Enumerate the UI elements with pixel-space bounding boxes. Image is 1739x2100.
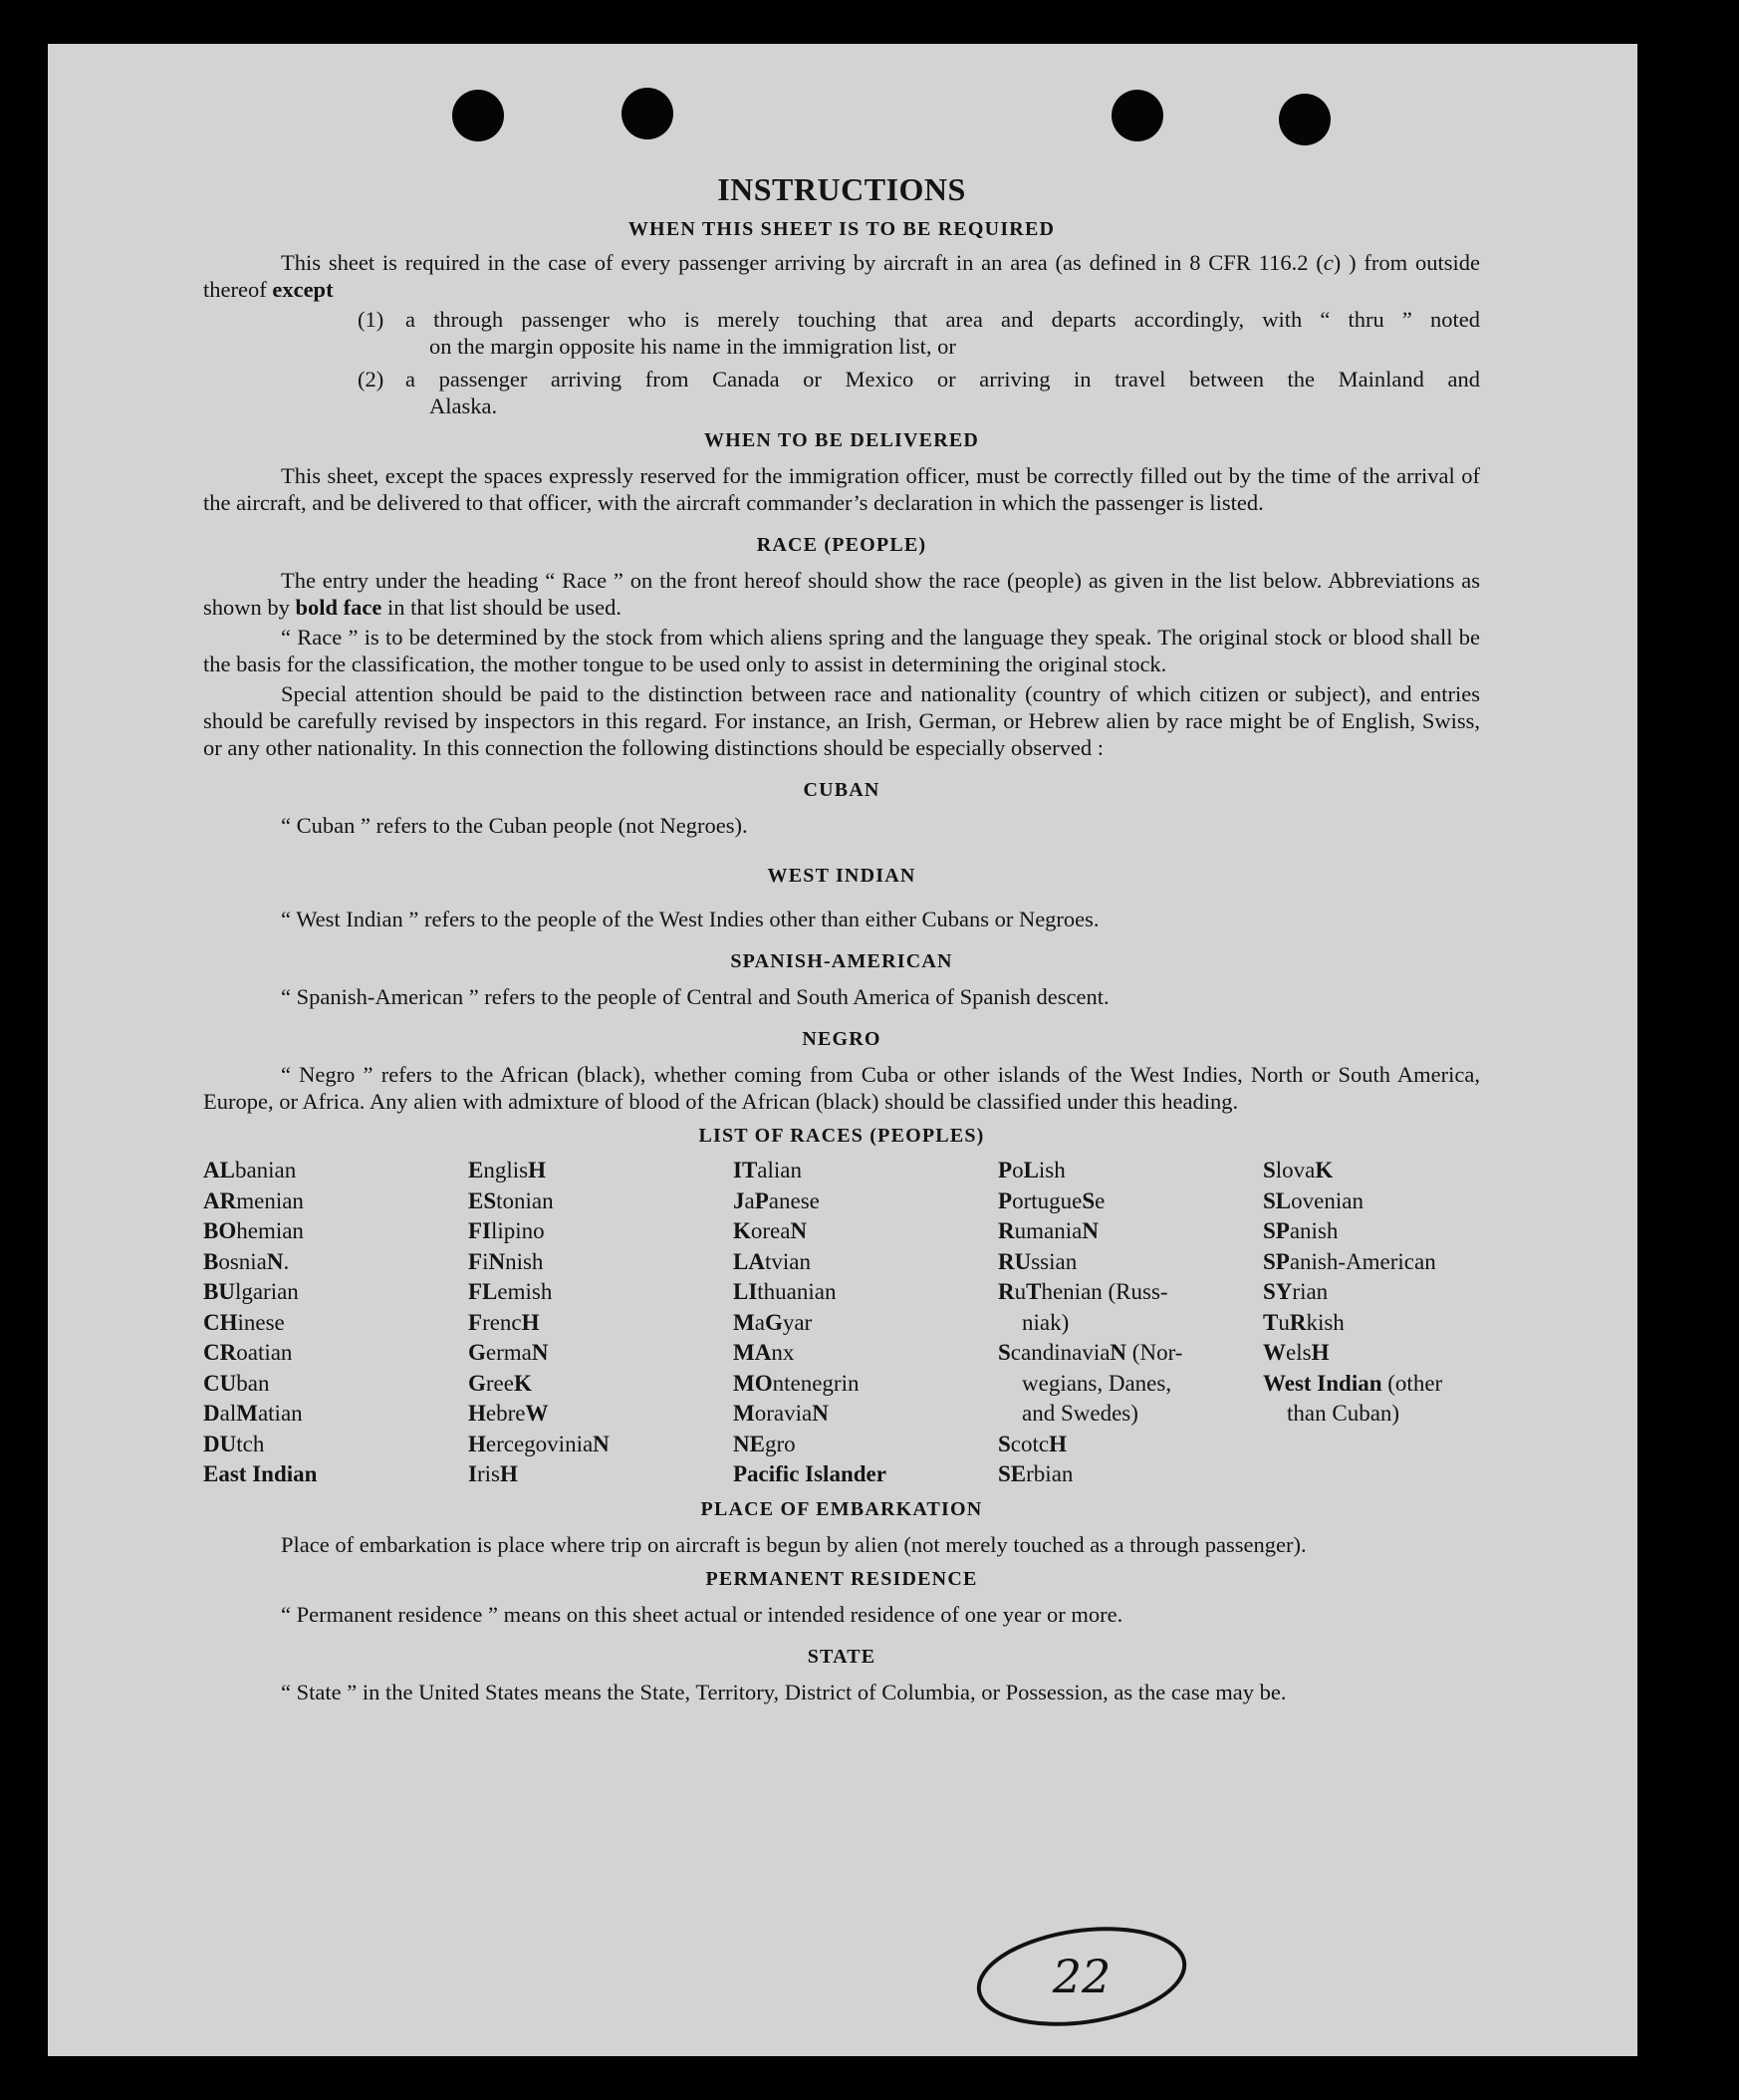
punch-hole [1112, 90, 1163, 141]
exception-text: a through passenger who is merely touching that area and departs accordingly, with “ thru ” noted [405, 307, 1480, 332]
race-entry: CHinese [203, 1309, 285, 1335]
heading-west-indian: WEST INDIAN [767, 865, 916, 887]
race-entry: ALbanian [203, 1158, 297, 1182]
heading-spanish-american: SPANISH-AMERICAN [730, 950, 953, 972]
race-entry: KoreaN [733, 1218, 808, 1243]
race-entry: MoraviaN [733, 1401, 829, 1426]
heading-when-delivered: WHEN TO BE DELIVERED [703, 429, 980, 451]
cuban-text: “ Cuban ” refers to the Cuban people (not Negroes). [281, 813, 748, 838]
race-paragraph-3: Special attention should be paid to the distinction between race and nationality (country of which citizen or subject), and entries should be carefully revised by inspectors in this regard. For instance, an Irish, German, or Hebrew alien by race might be of English, Swiss, or any other nationality. In this connection the following distinctions should be especially observed : [203, 681, 1480, 760]
race-entry: FrencH [468, 1309, 540, 1335]
race-entry: Pacific Islander [733, 1461, 886, 1486]
heading-cuban: CUBAN [803, 779, 880, 801]
race-entry: and Swedes) [1022, 1401, 1138, 1426]
race-entry: wegians, Danes, [1022, 1370, 1172, 1396]
race-entry: SPanish-American [1263, 1248, 1436, 1274]
punch-hole [621, 88, 673, 139]
races-column [1263, 1156, 1482, 1490]
exception-text: Alaska. [429, 394, 498, 418]
race-entry: DUtch [203, 1431, 265, 1456]
race-entry: IrisH [468, 1461, 518, 1486]
race-entry: RumaniaN [998, 1218, 1099, 1243]
punch-hole [1279, 94, 1331, 145]
race-entry: RuThenian (Russ- [998, 1279, 1168, 1304]
race-entry: SlovaK [1263, 1158, 1334, 1182]
race-entry: BUlgarian [203, 1279, 299, 1304]
race-paragraph-1: The entry under the heading “ Race ” on the front hereof should show the race (people) as given in the list below. Abbreviations as shown by bold face in that list should be used. [203, 568, 1480, 620]
race-entry: RUssian [998, 1248, 1078, 1274]
race-entry: GermaN [468, 1340, 549, 1365]
race-entry: PoLish [998, 1158, 1066, 1182]
races-column [203, 1156, 468, 1490]
exception-text: on the margin opposite his name in the immigration list, or [429, 334, 956, 359]
heading-state: STATE [807, 1645, 876, 1668]
race-entry: EStonian [468, 1187, 554, 1213]
race-entry: ScotcH [998, 1431, 1067, 1456]
negro-text: “ Negro ” refers to the African (black), whether coming from Cuba or other islands of the West Indies, North or South America, Europe, or Africa. Any alien with admixture of blood of the African (black) should be classified under this heading. [203, 1062, 1480, 1114]
race-entry: EnglisH [468, 1158, 546, 1182]
race-entry: NEgro [733, 1431, 796, 1456]
heading-list-of-races: LIST OF RACES (PEOPLES) [698, 1125, 985, 1147]
race-entry: TuRkish [1263, 1309, 1345, 1335]
handwritten-number: 22 [1052, 1950, 1112, 2003]
heading-when-required: WHEN THIS SHEET IS TO BE REQUIRED [627, 218, 1056, 240]
race-entry: ScandinaviaN (Nor- [998, 1340, 1183, 1365]
exception-text: a passenger arriving from Canada or Mexico or arriving in travel between the Mainland and [405, 367, 1480, 392]
race-entry: DalMatian [203, 1401, 303, 1426]
race-entry: FIlipino [468, 1218, 545, 1243]
race-entry: West Indian (other [1263, 1370, 1443, 1396]
heading-permanent-residence: PERMANENT RESIDENCE [705, 1567, 978, 1590]
state-text: “ State ” in the United States means the State, Territory, District of Columbia, or Possession, as the case may be. [281, 1679, 1287, 1705]
race-entry: GreeK [468, 1370, 532, 1396]
exception-number: (1) [358, 307, 384, 332]
punch-hole [452, 90, 504, 141]
race-entry: SLovenian [1263, 1187, 1364, 1213]
document-body [203, 171, 1480, 1708]
handwritten-circled-number [970, 1923, 1199, 2037]
race-entry: SPanish [1263, 1218, 1339, 1243]
when-delivered-text: This sheet, except the spaces expressly reserved for the immigration officer, must be correctly filled out by the time of the arrival of the aircraft, and be delivered to that officer, with the aircraft commander’s declaration in which the passenger is listed. [203, 463, 1480, 515]
race-entry: HebreW [468, 1401, 549, 1426]
exception-item [203, 366, 1480, 419]
race-entry: LIthuanian [733, 1279, 837, 1304]
race-entry: SYrian [1263, 1279, 1329, 1304]
race-entry: ARmenian [203, 1187, 304, 1213]
when-required-intro: This sheet is required in the case of every passenger arriving by aircraft in an area (as defined in 8 CFR 116.2 (c) ) from outside thereof except [203, 250, 1480, 302]
race-entry: MaGyar [733, 1309, 813, 1335]
document-title: INSTRUCTIONS [717, 171, 966, 207]
permanent-residence-text: “ Permanent residence ” means on this sheet actual or intended residence of one year or more. [281, 1601, 1123, 1627]
race-entry: WelsH [1263, 1340, 1330, 1365]
heading-place-of-embarkation: PLACE OF EMBARKATION [700, 1497, 983, 1520]
race-entry: PortugueSe [998, 1187, 1106, 1213]
races-column [468, 1156, 733, 1490]
race-entry: ITalian [733, 1158, 802, 1182]
race-entry: FLemish [468, 1279, 553, 1304]
race-entry: BOhemian [203, 1218, 304, 1243]
race-entry: East Indian [203, 1461, 318, 1486]
race-entry: MAnx [733, 1340, 795, 1365]
document-page [48, 44, 1637, 2056]
heading-race: RACE (PEOPLE) [756, 534, 927, 556]
spanish-american-text: “ Spanish-American ” refers to the people of Central and South America of Spanish descent. [281, 984, 1110, 1009]
races-column [733, 1156, 998, 1490]
race-entry: than Cuban) [1287, 1401, 1400, 1426]
race-entry: LAtvian [733, 1248, 811, 1274]
exception-item [203, 306, 1480, 360]
race-entry: CUban [203, 1370, 270, 1396]
west-indian-text: “ West Indian ” refers to the people of the West Indies other than either Cubans or Negroes. [281, 907, 1100, 931]
race-entry: FiNnish [468, 1248, 544, 1274]
circled-number-drawing [970, 1923, 1199, 2032]
race-entry: JaPanese [733, 1187, 820, 1213]
place-of-embarkation-text: Place of embarkation is place where trip on aircraft is begun by alien (not merely touched as a through passenger). [281, 1531, 1307, 1557]
heading-negro: NEGRO [802, 1028, 881, 1050]
race-entry: CRoatian [203, 1340, 293, 1365]
exception-number: (2) [358, 367, 384, 392]
race-entry: SErbian [998, 1461, 1074, 1486]
race-entry: HercegoviniaN [468, 1431, 610, 1456]
race-entry: BosniaN. [203, 1248, 290, 1274]
race-entry: MOntenegrin [733, 1370, 860, 1396]
race-paragraph-2: “ Race ” is to be determined by the stock from which aliens spring and the language they speak. The original stock or blood shall be the basis for the classification, the mother tongue to be used only to assist in determining the original stock. [203, 625, 1480, 676]
races-list [203, 1156, 1480, 1490]
races-column [998, 1156, 1263, 1490]
race-entry: niak) [1022, 1309, 1070, 1335]
